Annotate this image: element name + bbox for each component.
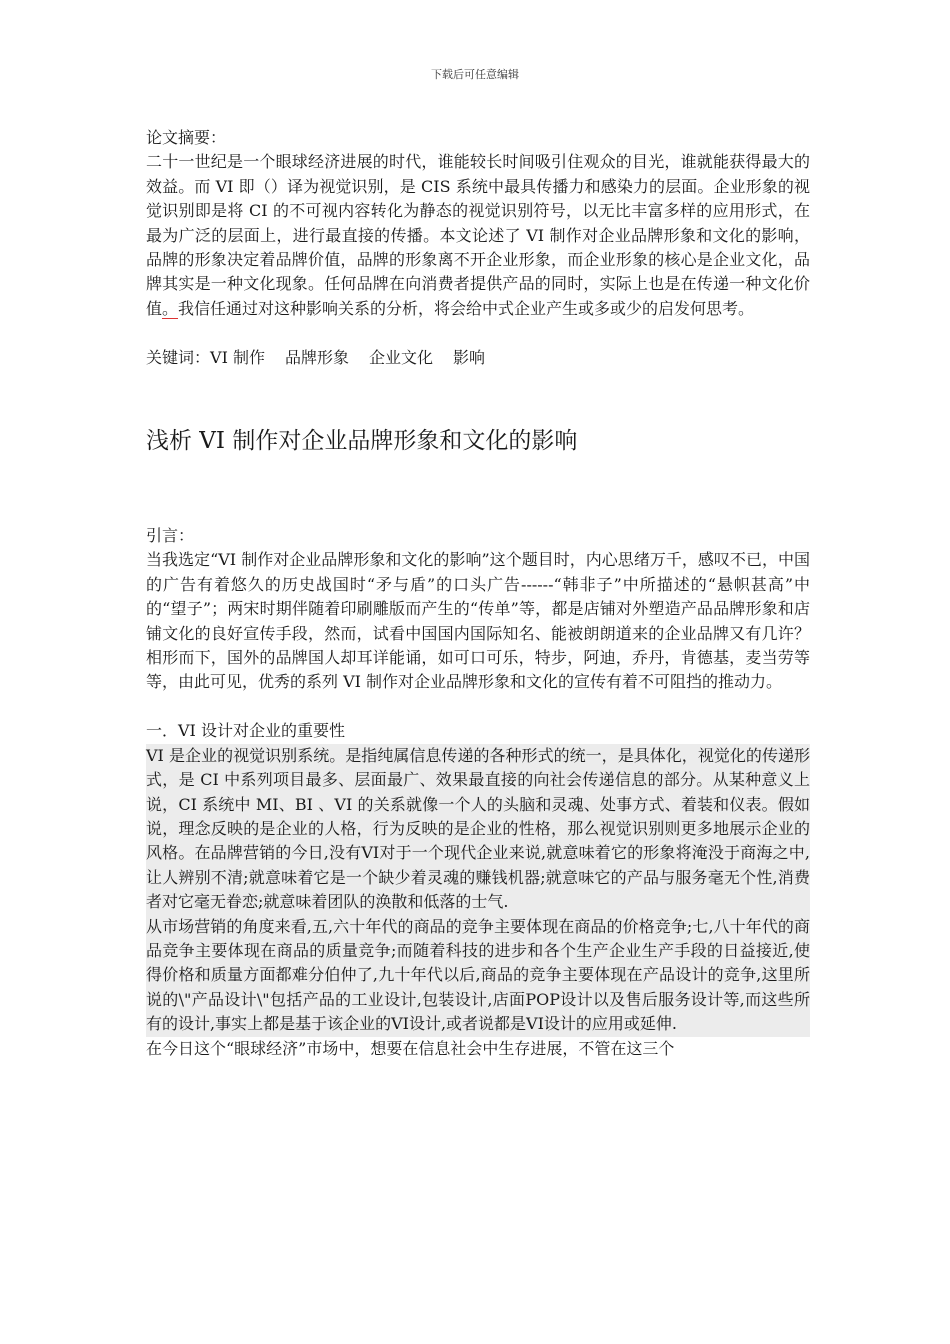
document-body (146, 126, 810, 1061)
section1-heading: 一．VI 设计对企业的重要性 (146, 721, 345, 741)
abstract-body-part1: 二十一世纪是一个眼球经济进展的时代，谁能较长时间吸引住观众的目光，谁就能获得最大的效益。而 VI 即（）译为视觉识别，是 CIS 系统中最具传播力和感染力的层面。企业形象的视觉识别即是将 CI 的不可视内容转化为静态的视觉识别符号，以无比丰富多样的应用形式，在最为广泛的层面上，进行最直接的传播。本文论述了 VI 制作对企业品牌形象和文化的影响，品牌的形象决定着品牌价值，品牌的形象离不开企业形象，而企业形象的核心是企业文化，品牌其实是一种文化现象。任何品牌在向消费者提供产品的同时，实际上也是在传递一种文化价值 (146, 152, 810, 318)
keywords-label: 关键词： (146, 347, 211, 367)
keyword-item: 企业文化 (369, 347, 434, 367)
header-note: 下载后可任意编辑 (431, 68, 519, 81)
intro-body: 当我选定“VI 制作对企业品牌形象和文化的影响”这个题目时，内心思绪万千，感叹不已，中国的广告有着悠久的历史战国时“矛与盾”的口头广告------“韩非子”中所描述的“悬帜甚高”中的“望子”；两宋时期伴随着印刷雕版而产生的“传单”等，都是店铺对外塑造产品品牌形象和店铺文化的良好宣传手段，然而，试看中国国内国际知名、能被朗朗道来的企业品牌又有几许？相形而下，国外的品牌国人却耳详能诵，如可口可乐，特步，阿迪，乔丹，肯德基，麦当劳等等，由此可见，优秀的系列 VI 制作对企业品牌形象和文化的宣传有着不可阻挡的推动力。 (146, 550, 810, 692)
intro-label: 引言： (146, 526, 195, 546)
keyword-item: 影响 (453, 347, 486, 367)
section1-paragraph-1: VI 是企业的视觉识别系统。是指纯属信息传递的各种形式的统一，是具体化，视觉化的传递形式，是 CI 中系列项目最多、层面最广、效果最直接的向社会传递信息的部分。从某种意义上说，CI 系统中 MI、BI 、VI 的关系就像一个人的头脑和灵魂、处事方式、着装和仪表。假如说，理念反映的是企业的人格，行为反映的是企业的性格，那么视觉识别则更多地展示企业的风格。在品牌营销的今日,没有VI对于一个现代企业来说,就意味着它的形象将淹没于商海之中,让人辨别不清;就意味着它是一个缺少着灵魂的赚钱机器;就意味它的产品与服务毫无个性,消费者对它毫无眷恋;就意味着团队的涣散和低落的士气. (146, 744, 810, 915)
abstract-body (146, 150, 810, 321)
abstract-body-mark: 。 (162, 298, 179, 318)
paper-title: 浅析 VI 制作对企业品牌形象和文化的影响 (146, 428, 578, 455)
keywords-line (146, 346, 810, 370)
section1-paragraph-2: 从市场营销的角度来看,五,六十年代的商品的竞争主要体现在商品的价格竞争;七,八十年代的商品竞争主要体现在商品的质量竞争;而随着科技的进步和各个生产企业生产手段的日益接近,使得价格和质量方面都难分伯仲了,九十年代以后,商品的竞争主要体现在产品设计的竞争,这里所说的\"产品设计\"包括产品的工业设计,包装设计,店面POP设计以及售后服务设计等,而这些所有的设计,事实上都是基于该企业的VI设计,或者说都是VI设计的应用或延伸. (146, 915, 810, 1037)
section1-paragraph-3: 在今日这个“眼球经济”市场中，想要在信息社会中生存进展，不管在这三个 (146, 1038, 675, 1058)
keyword-item: 品牌形象 (284, 347, 349, 367)
abstract-label: 论文摘要： (146, 128, 227, 147)
keyword-item: VI 制作 (210, 347, 265, 367)
abstract-body-part2: 我信任通过对这种影响关系的分析，将会给中式企业产生或多或少的启发何思考。 (178, 298, 755, 318)
